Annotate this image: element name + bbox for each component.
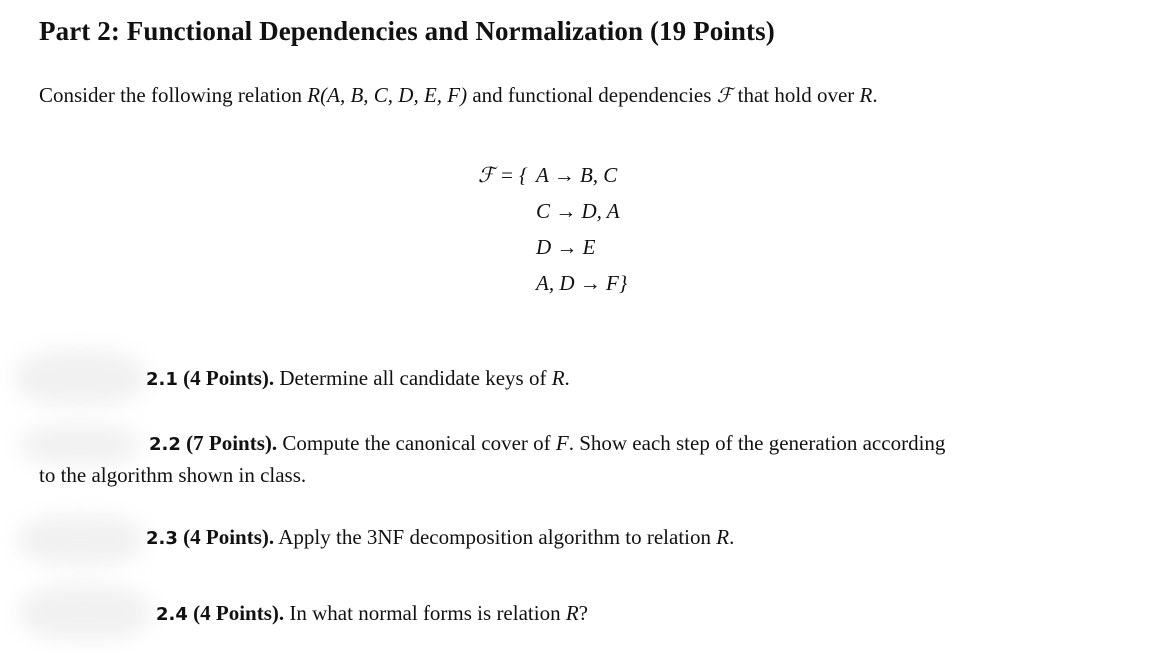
question-var: R bbox=[716, 525, 730, 549]
question-points: (4 Points). bbox=[183, 525, 275, 549]
intro-text: Consider the following relation bbox=[39, 83, 308, 107]
section-title: Part 2: Functional Dependencies and Normalization (19 Points) bbox=[39, 16, 775, 46]
question-text: In what normal forms is relation bbox=[284, 601, 566, 625]
question-2-2-continuation: to the algorithm shown in class. bbox=[39, 463, 307, 487]
question-number: 2.4 bbox=[156, 604, 188, 625]
question-number: 2.1 bbox=[146, 369, 178, 390]
functional-dependency: C → D, A bbox=[536, 199, 620, 223]
question-var: F bbox=[555, 431, 569, 455]
question-2-3: 2.3 (4 Points). Apply the 3NF decomposition algorithm to relation R. bbox=[146, 525, 735, 549]
smudge-mark bbox=[15, 350, 145, 405]
smudge-mark bbox=[18, 515, 143, 565]
question-2-2 bbox=[149, 431, 945, 456]
fd-set-symbol: ℱ bbox=[716, 83, 733, 107]
question-number: 2.3 bbox=[146, 528, 178, 549]
fd-set-lhs: ℱ = { bbox=[478, 163, 528, 187]
question-2-1: 2.1 (4 Points). Determine all candidate keys of R. bbox=[146, 366, 570, 390]
question-points: (4 Points). bbox=[193, 601, 285, 625]
functional-dependency: A → B, C bbox=[536, 163, 618, 187]
question-text: Determine all candidate keys of bbox=[274, 366, 552, 390]
intro-paragraph: Consider the following relation R(A, B, C, D, E, F) and functional dependencies ℱ that hold over R. bbox=[39, 83, 878, 107]
relation-name: R bbox=[859, 83, 873, 107]
relation-schema: R(A, B, C, D, E, F) bbox=[307, 83, 468, 107]
intro-text: that hold over bbox=[732, 83, 860, 107]
question-text: . Show each step of the generation according bbox=[568, 431, 946, 455]
question-points: (7 Points). bbox=[186, 431, 278, 455]
question-number: 2.2 bbox=[149, 434, 181, 455]
question-var: R bbox=[565, 601, 579, 625]
functional-dependency: D → E bbox=[536, 235, 596, 259]
question-2-4: 2.4 (4 Points). In what normal forms is relation R? bbox=[156, 601, 588, 625]
intro-text: and functional dependencies bbox=[467, 83, 717, 107]
question-text: Compute the canonical cover of bbox=[277, 431, 556, 455]
smudge-mark bbox=[20, 425, 140, 465]
functional-dependency: A, D → F} bbox=[536, 271, 628, 295]
question-var: R bbox=[551, 366, 565, 390]
question-text: Apply the 3NF decomposition algorithm to relation bbox=[274, 525, 717, 549]
question-points: (4 Points). bbox=[183, 366, 275, 390]
smudge-mark bbox=[20, 585, 150, 640]
